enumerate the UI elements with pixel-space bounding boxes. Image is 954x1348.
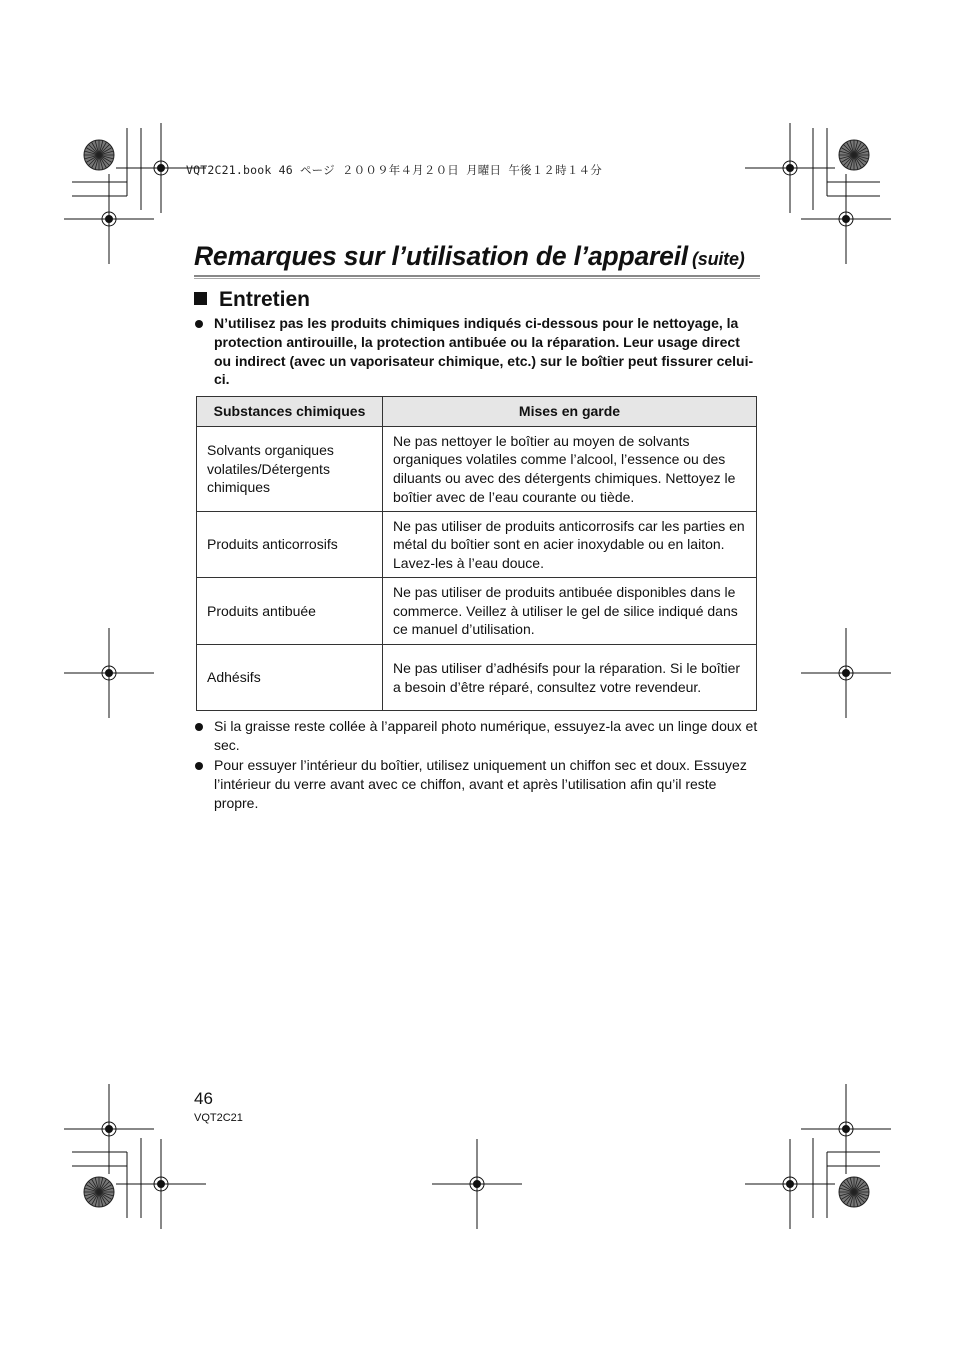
color-rosette-icon	[839, 1177, 869, 1207]
color-rosette-icon	[839, 140, 869, 170]
bullet-icon	[195, 723, 203, 731]
note-item	[194, 756, 760, 812]
title-rule	[194, 275, 760, 277]
crosshair-target-icon	[801, 1084, 891, 1174]
table-cell-warning: Ne pas utiliser de produits anticorrosifs car les parties en métal du boîtier sont en acier inoxydable ou en laiton. Lavez-les à l’eau douce.	[383, 512, 757, 578]
table-cell-substance: Produits anticorrosifs	[197, 512, 383, 578]
note-text: Pour essuyer l’intérieur du boîtier, utilisez uniquement un chiffon sec et doux. Essuyez l’intérieur du verre avant avec ce chiffon, avant et après l’utilisation afin qu’il reste propre.	[214, 757, 747, 811]
section-heading	[194, 286, 310, 314]
page-number: 46	[194, 1089, 213, 1108]
table-cell-warning: Ne pas utiliser d’adhésifs pour la réparation. Si le boîtier a besoin d’être réparé, consultez votre revendeur.	[383, 645, 757, 711]
table-row	[197, 578, 757, 645]
bullet-icon	[195, 762, 203, 770]
table-cell-warning: Ne pas utiliser de produits antibuée disponibles dans le commerce. Veillez à utiliser le gel de silice indiqué dans ce manuel d’utilisation.	[383, 578, 757, 645]
square-bullet-icon	[194, 292, 207, 305]
table-row	[197, 512, 757, 578]
table-row	[197, 427, 757, 512]
color-rosette-icon	[84, 140, 114, 170]
title-suffix: (suite)	[691, 249, 745, 269]
crosshair-target-icon	[116, 1139, 206, 1229]
crosshair-target-icon	[801, 174, 891, 264]
model-code: VQT2C21	[194, 1112, 243, 1124]
intro-warning-text: N’utilisez pas les produits chimiques indiqués ci-dessous pour le nettoyage, la protection antirouille, la protection antibuée ou la réparation. Leur usage direct ou indirect (avec un vaporisateur chimique, etc.) sur le boîtier peut fissurer celui-ci.	[214, 315, 754, 388]
title-rule-thin	[194, 278, 760, 279]
table-cell-warning: Ne pas nettoyer le boîtier au moyen de solvants organiques volatiles comme l’alcool, l’essence ou des diluants ou avec des détergents chimiques. Nettoyez le boîtier avec de l’eau courante ou tiède.	[383, 427, 757, 512]
crosshair-target-icon	[64, 628, 154, 718]
table-cell-substance: Solvants organiques volatiles/Détergents chimiques	[197, 427, 383, 512]
crosshair-target-icon	[432, 1139, 522, 1229]
crosshair-target-icon	[801, 628, 891, 718]
note-text: Si la graisse reste collée à l’appareil photo numérique, essuyez-la avec un linge doux et sec.	[214, 718, 758, 753]
table-cell-substance: Adhésifs	[197, 645, 383, 711]
section-heading-text: Entretien	[219, 288, 311, 311]
chemicals-table	[196, 396, 757, 711]
book-file-info: VQT2C21.book 46 ページ ２００９年４月２０日 月曜日 午後１２時１４分	[186, 163, 602, 177]
intro-warning	[194, 314, 760, 389]
table-header-row	[197, 397, 757, 427]
crosshair-target-icon	[745, 123, 835, 213]
bullet-icon	[195, 320, 203, 328]
note-item	[194, 717, 760, 755]
table-header-warnings: Mises en garde	[383, 397, 757, 427]
page-title	[194, 238, 760, 277]
title-main: Remarques sur l’utilisation de l’appareil	[194, 241, 688, 271]
crosshair-target-icon	[745, 1139, 835, 1229]
color-rosette-icon	[84, 1177, 114, 1207]
table-header-substances: Substances chimiques	[197, 397, 383, 427]
table-cell-substance: Produits antibuée	[197, 578, 383, 645]
table-row	[197, 645, 757, 711]
